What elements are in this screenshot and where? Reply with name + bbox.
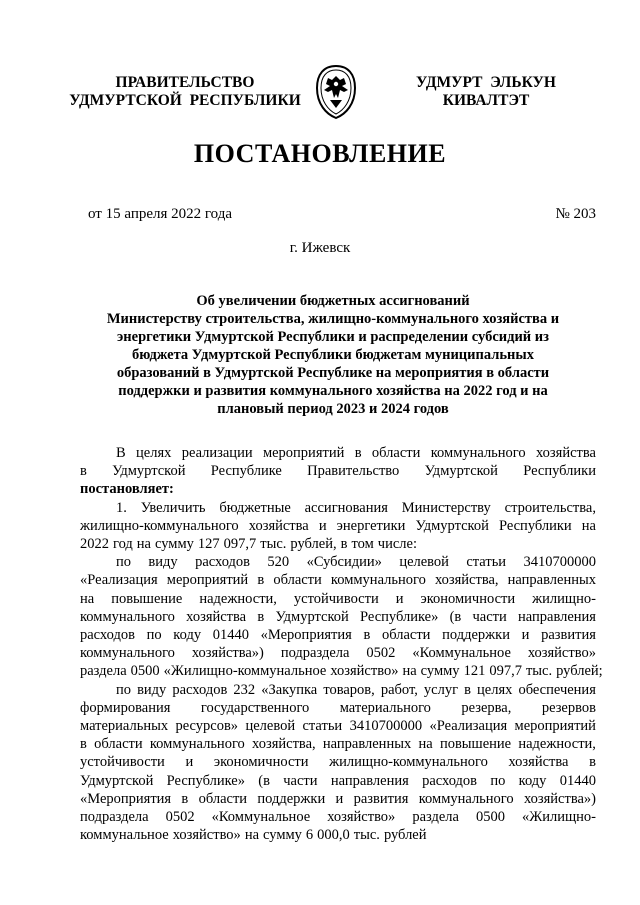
body-line: В целях реализации мероприятий в области коммунального хозяйства [116, 445, 596, 461]
document-subject [78, 292, 588, 418]
body-line: 2022 год на сумму 127 097,7 тыс. рублей, в том числе: [80, 536, 417, 553]
header-right-line: КИВАЛТЭТ [442, 92, 530, 109]
body-line: коммунальное хозяйство» на сумму 6 000,0 тыс. рублей [80, 827, 427, 844]
body-line: «Реализация мероприятий в области коммунального хозяйства, направленных [80, 572, 596, 589]
body-line: расходов по коду 01440 «Мероприятия в области поддержки и развития [80, 627, 596, 644]
subject-line: бюджета Удмуртской Республики бюджетам муниципальных [132, 347, 534, 363]
body-line: коммунального хозяйства») подраздела 0502 «Коммунальное хозяйство» [80, 645, 596, 662]
body-line: коммунального хозяйства в Удмуртской Республике» (в части направления [80, 608, 596, 625]
body-line: формирования государственного материального резерва, резервов [80, 699, 596, 716]
government-name-russian [60, 74, 310, 110]
body-line: «Мероприятия в области поддержки и развития коммунального хозяйства») [80, 790, 596, 807]
body-line: подраздела 0502 «Коммунальное хозяйство» раздела 0500 «Жилищно- [80, 809, 596, 826]
body-line: по виду расходов 232 «Закупка товаров, работ, услуг в целях обеспечения [116, 681, 596, 698]
body-line: раздела 0500 «Жилищно-коммунальное хозяйство» на сумму 121 097,7 тыс. рублей; [80, 663, 603, 680]
subject-line: образований в Удмуртской Республике на мероприятия в области [116, 365, 550, 381]
subject-line: Об увеличении бюджетных ассигнований [196, 293, 470, 309]
body-line: устойчивости и экономичности жилищно-коммунального хозяйства в [80, 754, 596, 771]
udmurt-coat-of-arms-icon [314, 64, 358, 120]
body-line: постановляет: [80, 481, 174, 498]
document-number: № 203 [555, 206, 596, 222]
document-city: г. Ижевск [289, 240, 351, 256]
header-right-line: УДМУРТ ЭЛЬКУН [416, 74, 556, 91]
body-line: материальных ресурсов» целевой статьи 3410700000 «Реализация мероприятий [80, 718, 596, 735]
subject-line: энергетики Удмуртской Республики и распределении субсидий из [117, 329, 549, 345]
subject-line: плановый период 2023 и 2024 годов [217, 401, 449, 417]
header-left-line: ПРАВИТЕЛЬСТВО [115, 74, 255, 91]
document-title: ПОСТАНОВЛЕНИЕ [193, 139, 447, 168]
document-body [80, 444, 603, 844]
header-left-line: УДМУРТСКОЙ РЕСПУБЛИКИ [69, 92, 301, 109]
subject-line: Министерству строительства, жилищно-коммунального хозяйства и [106, 311, 560, 327]
body-line: жилищно-коммунального хозяйства и энергетики Удмуртской Республики на [80, 517, 596, 534]
body-line: 1. Увеличить бюджетные ассигнования Министерству строительства, [116, 499, 596, 516]
body-line: в области коммунального хозяйства, направленных на повышение надежности, [80, 736, 596, 753]
body-line: в Удмуртской Республике Правительство Удмуртской Республики [80, 463, 596, 480]
body-line: на повышение надежности, устойчивости и экономичности жилищно- [80, 590, 596, 607]
body-line: по виду расходов 520 «Субсидии» целевой статьи 3410700000 [116, 554, 596, 571]
body-line: Удмуртской Республике» (в части направления расходов по коду 01440 [80, 772, 596, 789]
document-date: от 15 апреля 2022 года [88, 206, 233, 222]
subject-line: поддержки и развития коммунального хозяйства на 2022 год и на [118, 383, 548, 399]
government-name-udmurt [402, 74, 570, 110]
